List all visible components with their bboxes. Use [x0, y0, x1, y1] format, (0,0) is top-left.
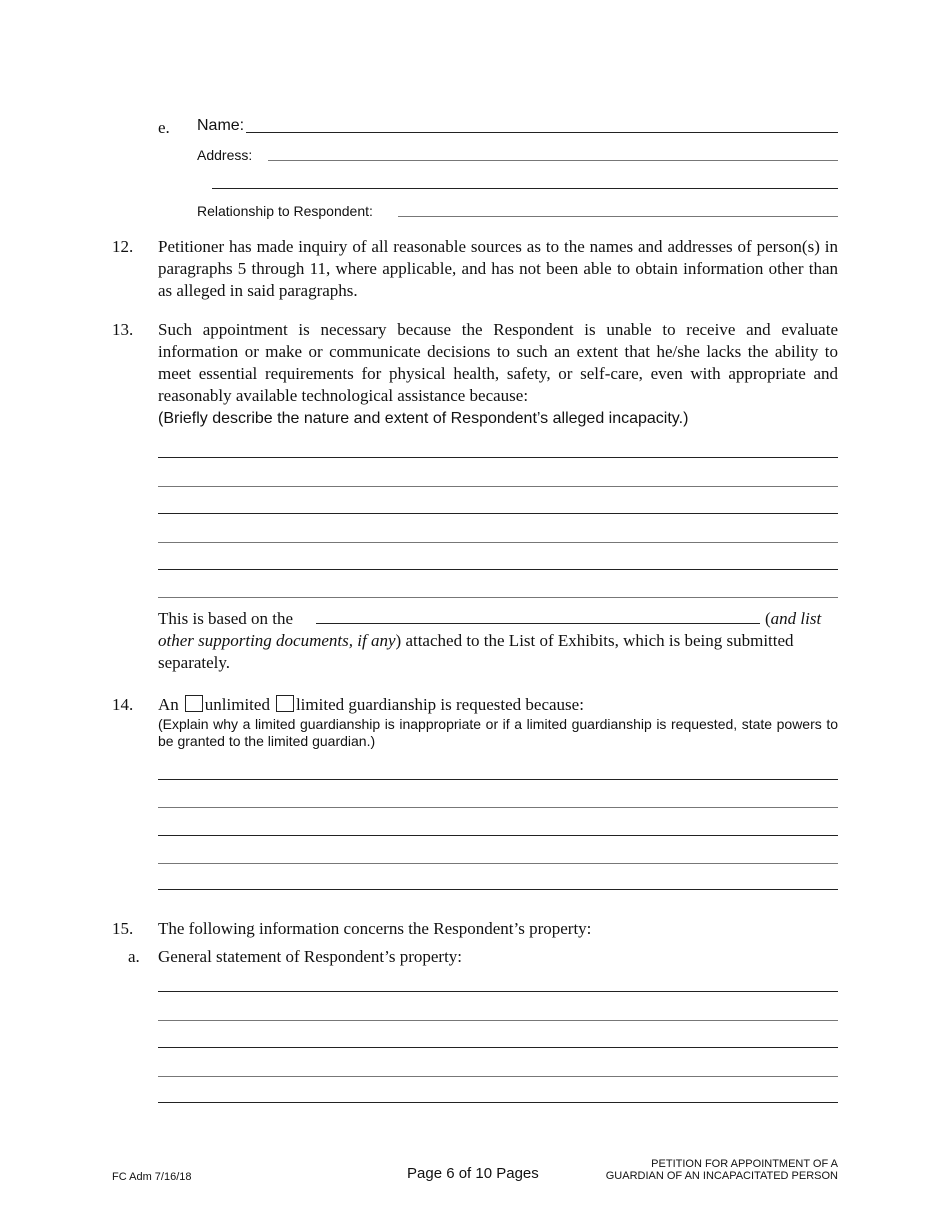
page-label: Page 6 of 10 Pages: [407, 1165, 539, 1182]
based-on-suffix: attached to the List of Exhibits, which is being submitted: [405, 631, 794, 650]
limited-label: limited guardianship is requested because:: [295, 695, 584, 714]
based-on-end: separately.: [158, 653, 231, 672]
item-15-text: The following information concerns the Respondent’s property:: [158, 919, 592, 938]
incapacity-line-6[interactable]: [158, 597, 838, 598]
based-on-italic-1: and list: [770, 609, 822, 628]
based-on-italic-2: other supporting documents, if any: [158, 631, 396, 650]
item-13-number: 13.: [112, 320, 134, 339]
relationship-label: Relationship to Respondent:: [197, 203, 373, 219]
property-line-4[interactable]: [158, 1076, 838, 1077]
incapacity-line-2[interactable]: [158, 486, 838, 487]
form-title-line-2: GUARDIAN OF AN INCAPACITATED PERSON: [605, 1170, 838, 1182]
property-line-5[interactable]: [158, 1102, 838, 1103]
based-on-prefix: This is based on the: [158, 609, 294, 628]
form-title-line-1: PETITION FOR APPOINTMENT OF A: [651, 1158, 838, 1170]
incapacity-line-1[interactable]: [158, 457, 838, 458]
item-13-text: Such appointment is necessary because the Respondent is unable to receive and evaluate information or make or communicate decisions to such an extent that he/she lacks the ability to meet essential requirements for physical health, safety, or self-care, even with appropriate and reasonably available technological assistance because:: [158, 320, 838, 405]
item-12-number: 12.: [112, 237, 134, 256]
unlimited-checkbox[interactable]: [185, 695, 203, 712]
incapacity-line-4[interactable]: [158, 542, 838, 543]
item-13-instruction: (Briefly describe the nature and extent of Respondent’s alleged incapacity.): [158, 410, 689, 427]
property-line-1[interactable]: [158, 991, 838, 992]
guardianship-line-1[interactable]: [158, 779, 838, 780]
item-15-number: 15.: [112, 919, 134, 938]
item-12-text: Petitioner has made inquiry of all reasonable sources as to the names and addresses of person(s) in paragraphs 5 through 11, where applicable, and has not been able to obtain information other than as alleged in said paragraphs.: [158, 237, 838, 300]
item-14-line: [158, 694, 584, 716]
incapacity-line-3[interactable]: [158, 513, 838, 514]
name-field-line[interactable]: [246, 132, 838, 133]
guardianship-line-5[interactable]: [158, 889, 838, 890]
item-14-number: 14.: [112, 695, 134, 714]
form-title: [560, 1158, 838, 1182]
name-label: Name:: [197, 117, 245, 134]
guardianship-line-4[interactable]: [158, 863, 838, 864]
relationship-field-line[interactable]: [398, 216, 838, 217]
item-15a-letter: a.: [128, 947, 140, 966]
item-15a-text: General statement of Respondent’s property:: [158, 947, 463, 966]
property-line-2[interactable]: [158, 1020, 838, 1021]
guardianship-line-3[interactable]: [158, 835, 838, 836]
based-on-field-line[interactable]: [316, 623, 760, 624]
form-id: FC Adm 7/16/18: [112, 1171, 192, 1183]
incapacity-line-5[interactable]: [158, 569, 838, 570]
based-on-italic-1-wrap: (and list: [765, 609, 822, 628]
item-14-prefix: An: [158, 695, 179, 714]
item-14-instruction: (Explain why a limited guardianship is inappropriate or if a limited guardianship is requested, state powers to be granted to the limited guardian.): [158, 716, 838, 749]
address-label: Address:: [197, 147, 253, 163]
property-line-3[interactable]: [158, 1047, 838, 1048]
limited-checkbox[interactable]: [276, 695, 294, 712]
address-field-line-1[interactable]: [268, 160, 838, 161]
based-on-line-2: other supporting documents, if any) attached to the List of Exhibits, which is being submitted: [158, 631, 794, 650]
item-e-letter: e.: [158, 118, 170, 137]
address-field-line-2[interactable]: [212, 188, 838, 189]
guardianship-line-2[interactable]: [158, 807, 838, 808]
unlimited-label: unlimited: [204, 695, 270, 714]
